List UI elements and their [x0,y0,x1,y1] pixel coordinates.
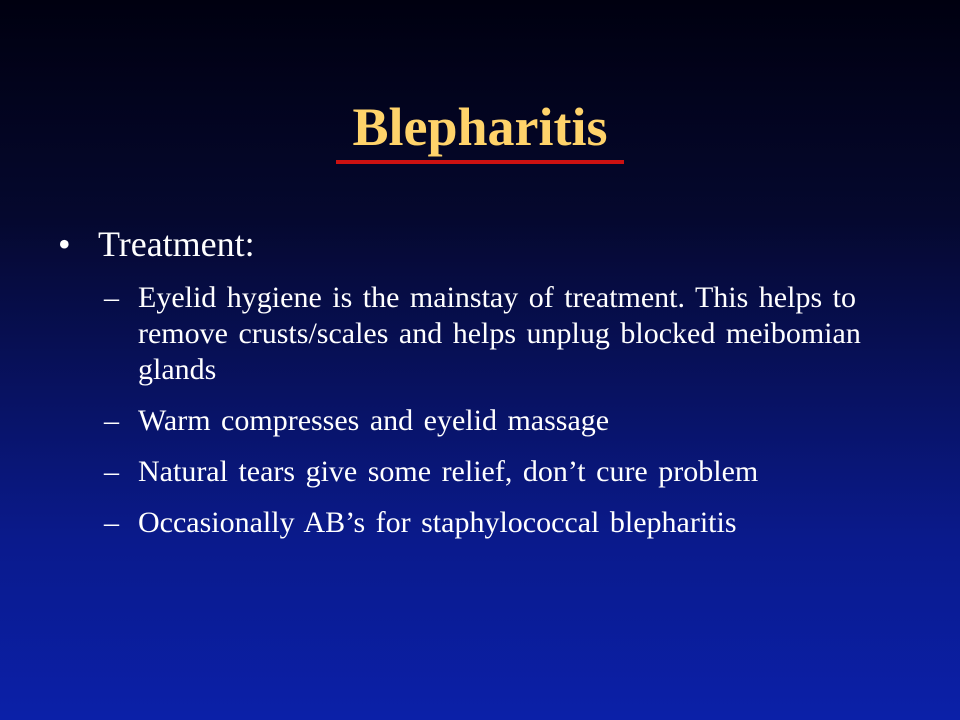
sub-bullet-item [104,280,894,388]
bullet-text: Treatment: [98,224,255,264]
sub-bullet-item [104,454,894,490]
dash-marker: – [104,455,119,488]
sub-bullet-item [104,505,894,541]
sub-bullet-text: Natural tears give some relief, don’t cure problem [138,455,759,488]
bullet-treatment [58,222,255,266]
dash-marker: – [104,281,119,314]
dash-marker: – [104,404,119,437]
dash-marker: – [104,506,119,539]
sub-bullet-text: Warm compresses and eyelid massage [138,404,610,437]
sub-bullet-text: Eyelid hygiene is the mainstay of treatment. This helps to remove crusts/scales and helps unplug blocked meibomian glands [138,281,861,386]
sub-bullet-item [104,403,894,439]
slide-title: Blepharitis [352,97,608,157]
bullet-marker: • [58,224,71,264]
sub-bullet-text: Occasionally AB’s for staphylococcal blepharitis [138,506,737,539]
sub-bullet-list [104,280,894,556]
title-underline [336,160,624,164]
